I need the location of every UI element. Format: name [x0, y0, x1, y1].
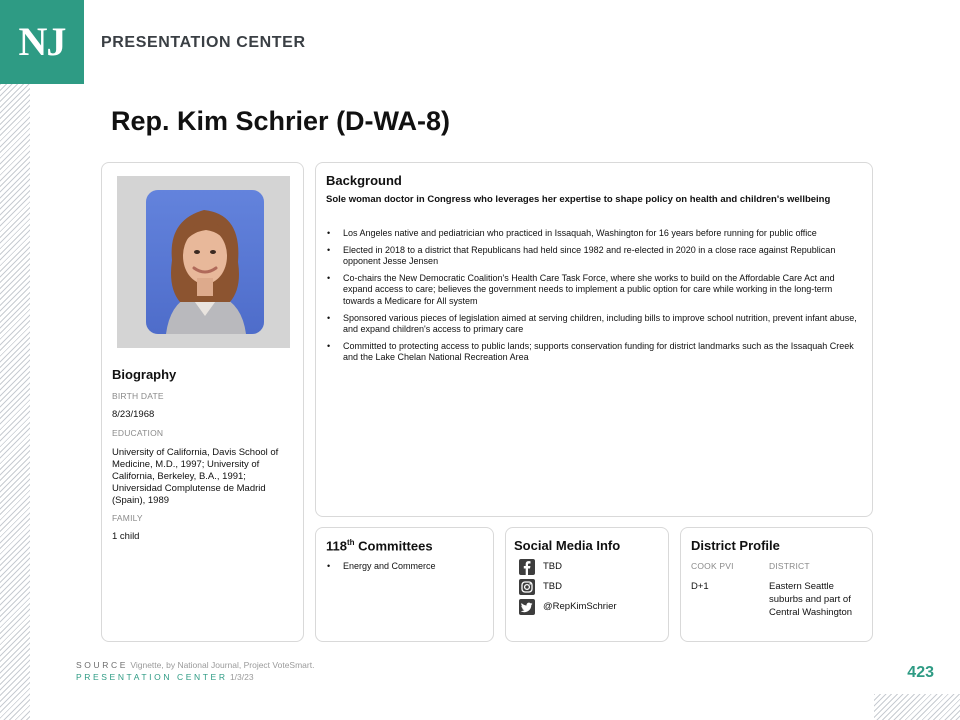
facebook-handle: TBD	[543, 561, 562, 572]
background-bullet: • Sponsored various pieces of legislation aimed at serving children, including bills to improve school nutrition, prevent infant abuse, and expand children's access to primary care	[326, 313, 862, 336]
footer-center	[76, 672, 254, 682]
committees-heading-sup: th	[346, 538, 355, 547]
background-heading: Background	[326, 173, 402, 188]
cook-pvi-value: D+1	[691, 581, 709, 592]
family-value: 1 child	[112, 531, 140, 542]
decorative-hatch-bottom-right	[874, 694, 960, 720]
cook-pvi-label: COOK PVI	[691, 561, 734, 571]
district-heading: District Profile	[691, 538, 780, 553]
district-profile-panel	[680, 527, 873, 642]
footer-source-text: Vignette, by National Journal, Project VoteSmart.	[130, 660, 315, 670]
background-bullet: • Co-chairs the New Democratic Coalition's Health Care Task Force, where she works to build on the Affordable Care Act and expand access to care; believes the government needs to implement a public option for care while working in the long-term towards a Medicare for All system	[326, 273, 862, 308]
footer-center-label: PRESENTATION CENTER	[76, 672, 228, 682]
committees-panel	[315, 527, 494, 642]
background-summary: Sole woman doctor in Congress who leverages her expertise to shape policy on health and children's wellbeing	[326, 194, 831, 205]
biography-heading: Biography	[112, 367, 177, 382]
biography-panel	[101, 162, 304, 642]
facebook-icon	[519, 559, 535, 575]
instagram-icon	[519, 579, 535, 595]
brand-title: PRESENTATION CENTER	[101, 34, 306, 51]
footer-source-label: SOURCE	[76, 660, 128, 670]
district-value: Eastern Seattle suburbs and part of Central Washington	[769, 581, 853, 618]
footer-source	[76, 660, 314, 670]
committee-item: • Energy and Commerce	[326, 561, 486, 573]
background-bullet: • Committed to protecting access to public lands; supports conservation funding for district landmarks such as the Issaquah Creek and the Lake Chelan National Recreation Area	[326, 341, 862, 364]
twitter-icon	[519, 599, 535, 615]
background-bullet: • Los Angeles native and pediatrician who practiced in Issaquah, Washington for 16 years before running for public office	[326, 228, 862, 240]
committees-heading	[326, 538, 433, 553]
committees-heading-text: Committees	[354, 538, 433, 554]
nj-logo: NJ	[0, 0, 84, 84]
page-number: 423	[907, 664, 934, 681]
district-label: DISTRICT	[769, 561, 810, 571]
education-value: University of California, Davis School of Medicine, M.D., 1997; University of California, Berkeley, B.A., 1991; Universidad Complutense de Madrid (Spain), 1989	[112, 447, 279, 506]
birth-date-value: 8/23/1968	[112, 409, 155, 420]
birth-date-label: BIRTH DATE	[112, 391, 164, 401]
social-heading: Social Media Info	[514, 538, 621, 553]
page-title: Rep. Kim Schrier (D-WA-8)	[111, 106, 451, 136]
social-media-panel	[505, 527, 669, 642]
footer-date: 1/3/23	[229, 672, 254, 682]
family-label: FAMILY	[112, 513, 143, 523]
background-panel	[315, 162, 873, 517]
background-bullet: • Elected in 2018 to a district that Republicans had held since 1982 and re-elected in 2020 in a close race against Republican opponent Jesse Jensen	[326, 245, 862, 268]
committees-heading-number: 118	[326, 538, 347, 554]
twitter-handle: @RepKimSchrier	[543, 601, 617, 612]
instagram-handle: TBD	[543, 581, 562, 592]
portrait-photo	[146, 190, 264, 334]
education-label: EDUCATION	[112, 428, 164, 438]
portrait-frame	[117, 176, 290, 348]
committees-list	[326, 561, 486, 578]
background-list	[326, 228, 862, 369]
decorative-hatch-left	[0, 84, 30, 720]
